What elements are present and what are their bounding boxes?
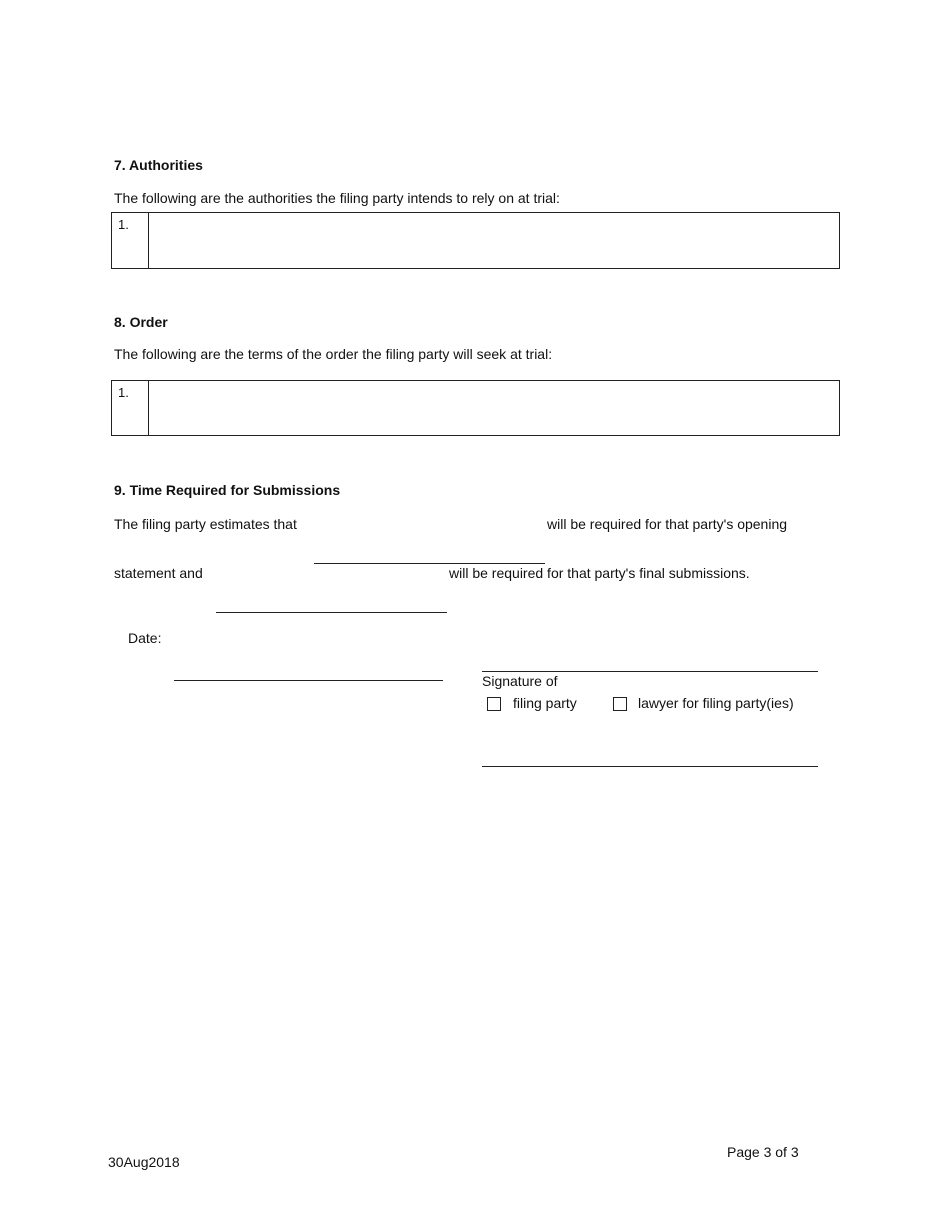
time-line1-start: The filing party estimates that bbox=[114, 516, 297, 532]
order-row-number: 1. bbox=[112, 381, 149, 435]
signature-of-label: Signature of bbox=[482, 673, 558, 689]
section-7-intro: The following are the authorities the filing party intends to rely on at trial: bbox=[114, 190, 560, 206]
section-7-heading: 7. Authorities bbox=[114, 157, 203, 173]
authorities-table bbox=[111, 212, 840, 269]
order-row-1-field[interactable] bbox=[149, 381, 839, 435]
lawyer-label: lawyer for filing party(ies) bbox=[638, 695, 794, 711]
opening-statement-time-field[interactable] bbox=[314, 563, 545, 564]
section-8-heading: 8. Order bbox=[114, 314, 168, 330]
filing-party-label: filing party bbox=[513, 695, 577, 711]
date-field[interactable] bbox=[174, 680, 443, 681]
lawyer-checkbox[interactable] bbox=[613, 697, 627, 711]
page-number: Page 3 of 3 bbox=[727, 1144, 799, 1160]
section-9-heading: 9. Time Required for Submissions bbox=[114, 482, 341, 498]
date-label: Date: bbox=[128, 630, 162, 646]
filing-party-checkbox[interactable] bbox=[487, 697, 501, 711]
order-table bbox=[111, 380, 840, 436]
section-8-intro: The following are the terms of the order the filing party will seek at trial: bbox=[114, 346, 553, 362]
final-submissions-time-field[interactable] bbox=[216, 612, 447, 613]
authorities-row-1-field[interactable] bbox=[149, 213, 839, 268]
signature-field[interactable] bbox=[482, 671, 818, 672]
time-line2-start: statement and bbox=[114, 565, 203, 581]
authorities-row-number: 1. bbox=[112, 213, 149, 268]
time-line2-end: will be required for that party's final submissions. bbox=[449, 565, 750, 581]
signer-name-field[interactable] bbox=[482, 766, 818, 767]
form-date: 30Aug2018 bbox=[108, 1154, 180, 1170]
time-line1-end: will be required for that party's opening bbox=[547, 516, 788, 532]
